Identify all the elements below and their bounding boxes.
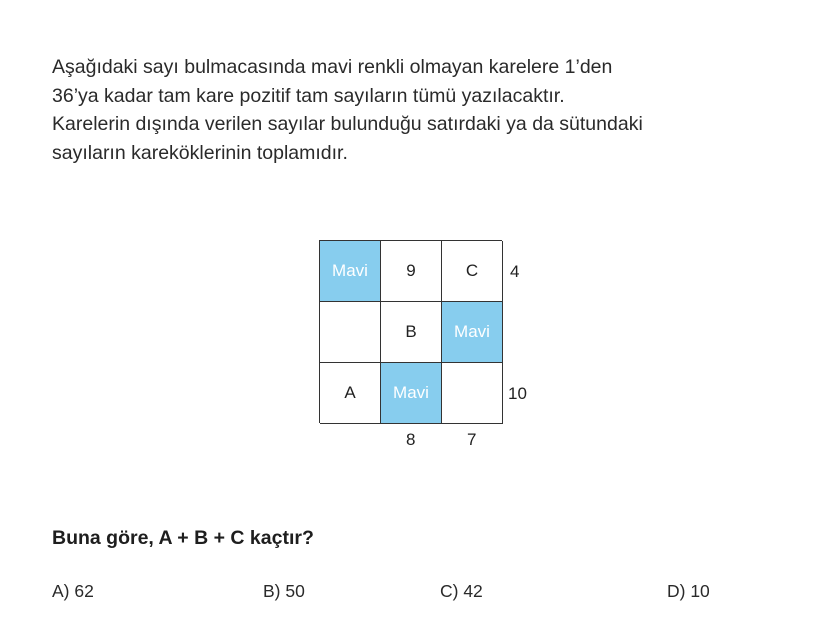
grid-cell: C	[442, 241, 503, 302]
col-sum-2: 8	[406, 430, 416, 449]
intro-line: sayıların kareköklerinin toplamıdır.	[52, 141, 348, 164]
row-sum-1: 4	[510, 262, 520, 281]
grid-cell-blue: Mavi	[320, 241, 381, 302]
grid-cell-blue: Mavi	[442, 302, 503, 363]
intro-line: Karelerin dışında verilen sayılar bulunduğu satırdaki ya da sütundaki	[52, 113, 643, 135]
grid-cell	[442, 363, 503, 424]
grid-cell: B	[381, 302, 442, 363]
puzzle-grid	[319, 240, 502, 423]
question-text: Buna göre, A + B + C kaçtır?	[52, 527, 314, 549]
row-sum-3: 10	[508, 384, 527, 403]
intro-line: Aşağıdaki sayı bulmacasında mavi renkli olmayan karelere 1’den	[52, 56, 613, 78]
grid-cell-blue: Mavi	[381, 363, 442, 424]
choice-b[interactable]: B) 50	[263, 581, 305, 601]
grid-cell	[320, 302, 381, 363]
grid-cell: A	[320, 363, 381, 424]
question-intro	[52, 53, 792, 167]
choice-c[interactable]: C) 42	[440, 581, 483, 601]
choice-a[interactable]: A) 62	[52, 581, 94, 601]
intro-line: 36’ya kadar tam kare pozitif tam sayıların tümü yazılacaktır.	[52, 84, 565, 107]
col-sum-3: 7	[467, 430, 477, 449]
grid-cell: 9	[381, 241, 442, 302]
choice-d[interactable]: D) 10	[667, 581, 710, 601]
